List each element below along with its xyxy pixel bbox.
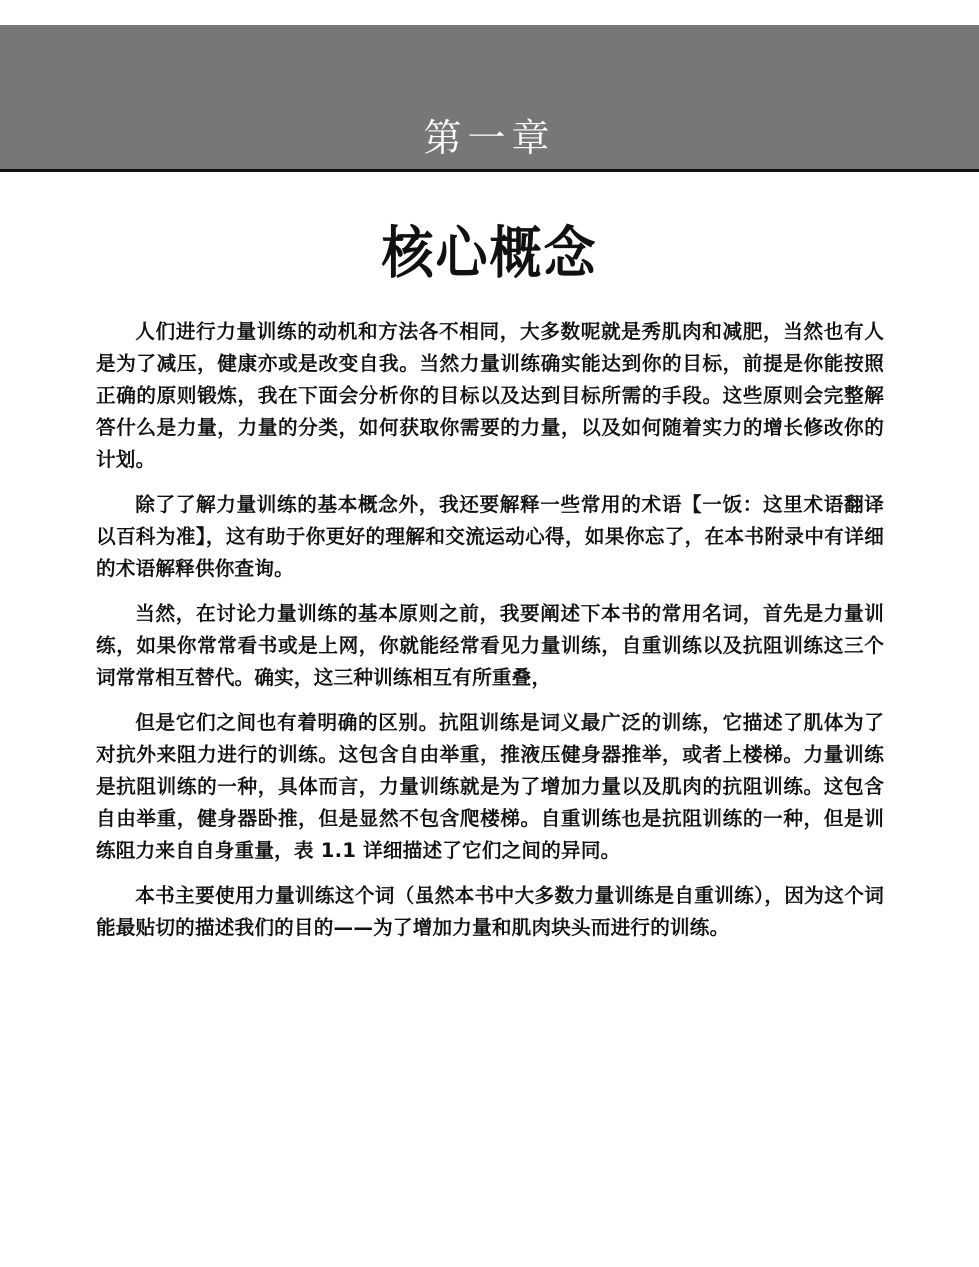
chapter-banner (0, 25, 979, 172)
chapter-title: 核心概念 (381, 220, 598, 287)
paragraph-2: 除了了解力量训练的基本概念外，我还要解释一些常用的术语【一饭：这里术语翻译以百科为准】，这有助于你更好的理解和交流运动心得，如果你忘了，在本书附录中有详细的术语解释供你查询。 (96, 493, 884, 580)
paragraph-5: 本书主要使用力量训练这个词（虽然本书中大多数力量训练是自重训练），因为这个词能最贴切的描述我们的目的——为了增加力量和肌肉块头而进行的训练。 (96, 884, 884, 939)
body-text (96, 316, 884, 957)
paragraph-1: 人们进行力量训练的动机和方法各不相同，大多数呢就是秀肌肉和减肥，当然也有人是为了减压，健康亦或是改变自我。当然力量训练确实能达到你的目标，前提是你能按照正确的原则锻炼，我在下面会分析你的目标以及达到目标所需的手段。这些原则会完整解答什么是力量，力量的分类，如何获取你需要的力量，以及如何随着实力的增长修改你的计划。 (96, 320, 884, 471)
chapter-label: 第一章 (423, 116, 556, 160)
paragraph-3: 当然，在讨论力量训练的基本原则之前，我要阐述下本书的常用名词，首先是力量训练，如果你常常看书或是上网，你就能经常看见力量训练，自重训练以及抗阻训练这三个词常常相互替代。确实，这三种训练相互有所重叠， (96, 602, 884, 689)
paragraph-4: 但是它们之间也有着明确的区别。抗阻训练是词义最广泛的训练，它描述了肌体为了对抗外来阻力进行的训练。这包含自由举重，推液压健身器推举，或者上楼梯。力量训练是抗阻训练的一种，具体而言，力量训练就是为了增加力量以及肌肉的抗阻训练。这包含自由举重，健身器卧推，但是显然不包含爬楼梯。自重训练也是抗阻训练的一种，但是训练阻力来自自身重量，表 1.1 详细描述了它们之间的异同。 (96, 711, 884, 862)
